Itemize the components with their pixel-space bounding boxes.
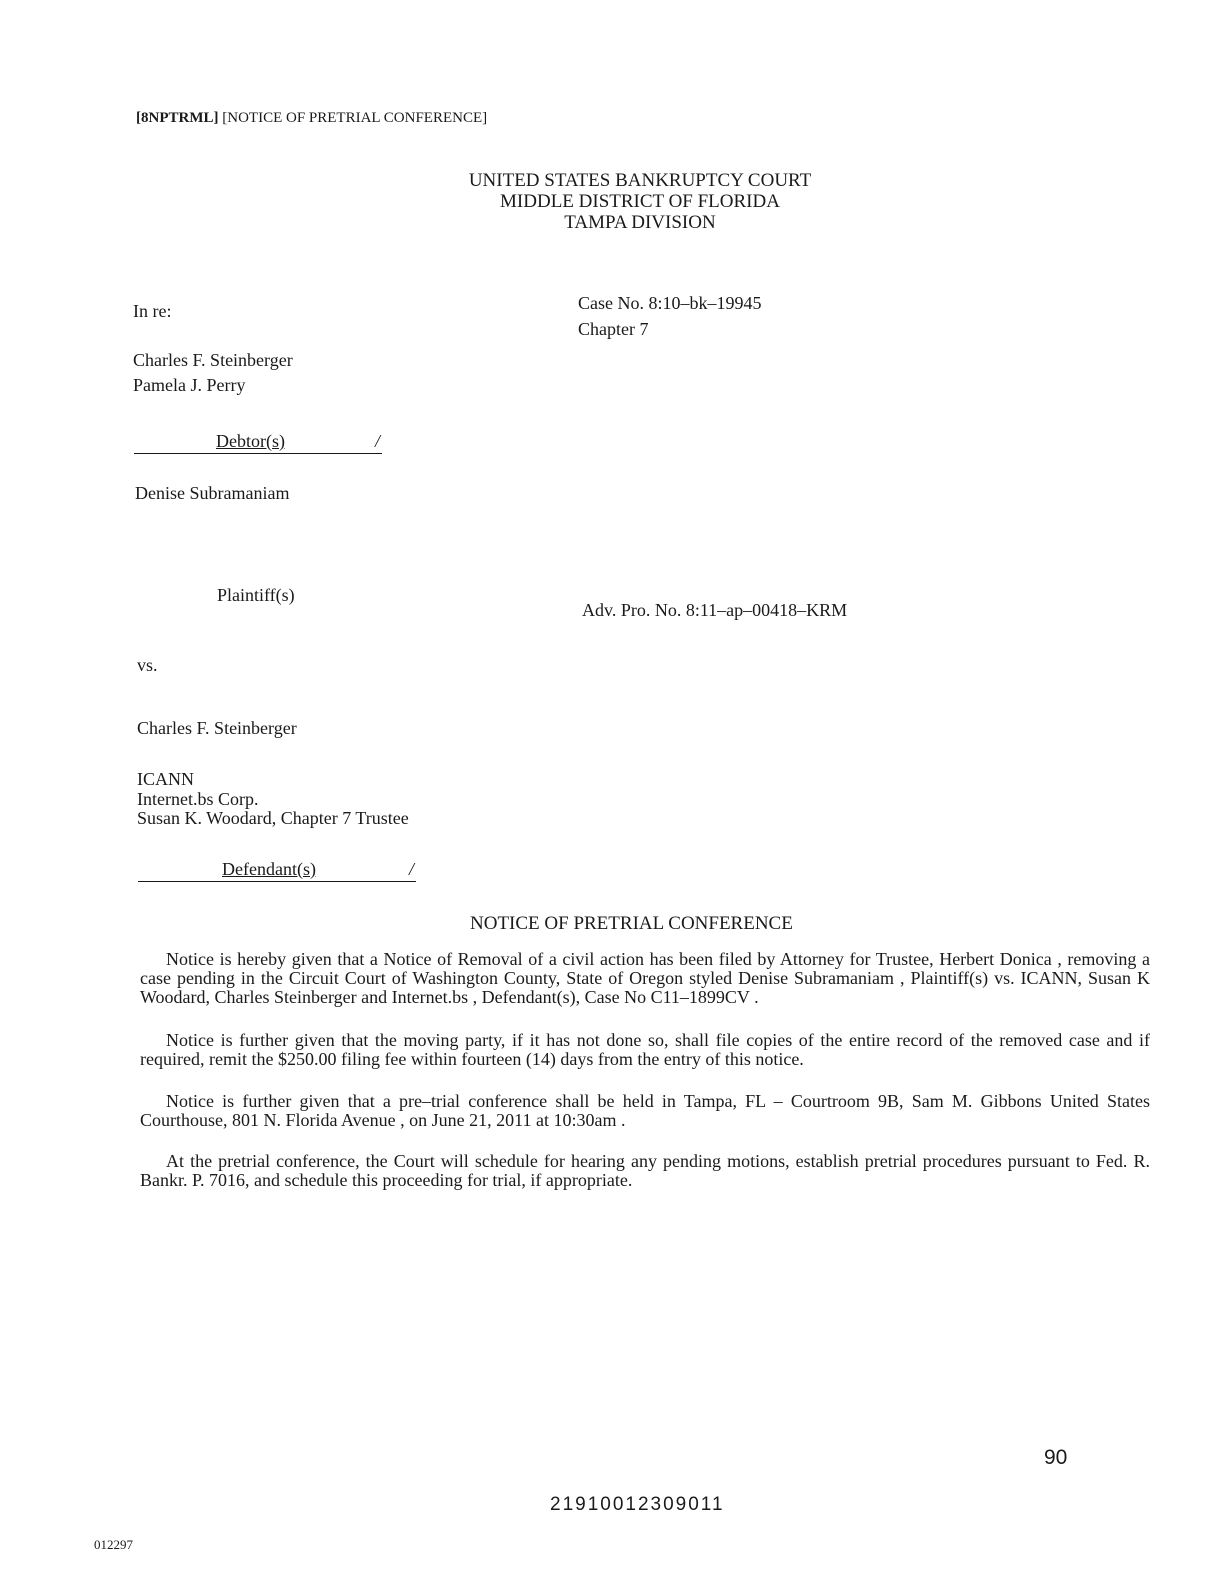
- document-id: 012297: [94, 1537, 133, 1552]
- notice-paragraph: [140, 1031, 1150, 1069]
- plaintiff-label: Plaintiff(s): [217, 585, 295, 605]
- in-re-label: In re:: [133, 301, 172, 321]
- court-name: UNITED STATES BANKRUPTCY COURT: [468, 170, 812, 191]
- debtor-signature-line: [134, 431, 382, 454]
- defendant-name: Internet.bs Corp.: [137, 789, 259, 809]
- defendant-name: ICANN: [137, 769, 194, 789]
- chapter: Chapter 7: [578, 319, 649, 339]
- form-title: [NOTICE OF PRETRIAL CONFERENCE]: [222, 110, 488, 126]
- court-heading: [420, 170, 860, 233]
- paragraph-text: Notice is further given that a pre–trial conference shall be held in Tampa, FL – Courtroom 9B, Sam M. Gibbons United States Courthouse, 801 N. Florida Avenue , on June 21, 2011 at 10:30am .: [140, 1091, 1150, 1130]
- defendant-signature-line: [138, 859, 416, 882]
- debtor-slash: /: [374, 431, 380, 451]
- defendant-name: Susan K. Woodard, Chapter 7 Trustee: [137, 808, 409, 828]
- court-district: MIDDLE DISTRICT OF FLORIDA: [500, 191, 780, 212]
- defendant-name: Charles F. Steinberger: [137, 718, 297, 738]
- debtor-name: Pamela J. Perry: [133, 375, 246, 395]
- barcode-number: 21910012309011: [550, 1494, 725, 1515]
- document-header: [136, 110, 487, 127]
- paragraph-text: At the pretrial conference, the Court will schedule for hearing any pending motions, establish pretrial procedures pursuant to Fed. R. Bankr. P. 7016, and schedule this proceeding for trial, if appropriate.: [140, 1151, 1150, 1190]
- notice-paragraph: [140, 1152, 1150, 1190]
- debtor-label: Debtor(s): [216, 431, 285, 451]
- defendant-slash: /: [408, 859, 414, 879]
- plaintiff-name: Denise Subramaniam: [135, 483, 290, 503]
- court-division: TAMPA DIVISION: [564, 212, 716, 233]
- paragraph-text: Notice is further given that the moving party, if it has not done so, shall file copies of the entire record of the removed case and if required, remit the $250.00 filing fee within fourteen (14) days from the entry of this notice.: [140, 1030, 1150, 1069]
- notice-paragraph: [140, 1092, 1150, 1130]
- defendant-label: Defendant(s): [222, 859, 316, 879]
- adv-pro-number: Adv. Pro. No. 8:11–ap–00418–KRM: [582, 600, 848, 620]
- form-code: [8NPTRML]: [136, 110, 219, 126]
- page-number: 90: [1044, 1446, 1068, 1469]
- notice-title: NOTICE OF PRETRIAL CONFERENCE: [470, 913, 793, 934]
- versus: vs.: [137, 655, 158, 675]
- paragraph-text: Notice is hereby given that a Notice of Removal of a civil action has been filed by Attorney for Trustee, Herbert Donica , removing a case pending in the Circuit Court of Washington County, State of Oregon styled Denise Subramaniam , Plaintiff(s) vs. ICANN, Susan K Woodard, Charles Steinberger and Internet.bs , Defendant(s), Case No C11–1899CV .: [140, 949, 1150, 1007]
- notice-paragraph: [140, 950, 1150, 1007]
- case-number: Case No. 8:10–bk–19945: [578, 293, 762, 313]
- debtor-name: Charles F. Steinberger: [133, 350, 293, 370]
